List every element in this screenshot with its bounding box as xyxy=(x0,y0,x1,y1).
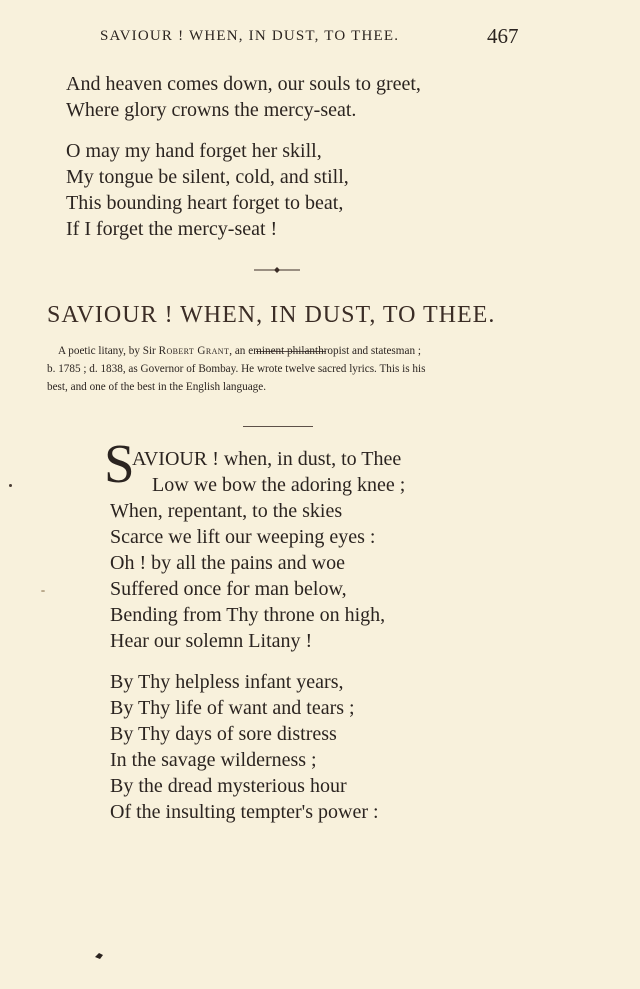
page-number: 467 xyxy=(487,24,519,48)
verse-line: Suffered once for man below, xyxy=(110,578,347,600)
hymn-title: SAVIOUR ! WHEN, IN DUST, TO THEE. xyxy=(47,302,496,328)
author-note xyxy=(47,342,547,396)
ink-blot xyxy=(94,952,104,960)
paper-speck xyxy=(41,590,45,592)
hymn-stanza-1 xyxy=(110,446,405,654)
running-head-title: SAVIOUR ! WHEN, IN DUST, TO THEE. xyxy=(100,28,400,44)
note-bottom-rule xyxy=(243,426,313,427)
verse-line: Low we bow the adoring knee ; xyxy=(152,474,406,496)
verse-line: O may my hand forget her skill, xyxy=(66,140,322,162)
paper-speck xyxy=(9,484,12,487)
verse-line: By Thy helpless infant years, xyxy=(110,671,344,693)
verse-line: Oh ! by all the pains and woe xyxy=(110,552,345,574)
section-divider-ornament xyxy=(254,263,300,277)
verse-line xyxy=(110,446,405,472)
previous-hymn-stanza-a xyxy=(66,71,421,123)
hymn-stanza-2 xyxy=(110,669,379,825)
verse-line: And heaven comes down, our souls to greet, xyxy=(66,73,421,95)
verse-line: By Thy life of want and tears ; xyxy=(110,697,355,719)
verse-line: Bending from Thy throne on high, xyxy=(110,604,386,626)
verse-line: Scarce we lift our weeping eyes : xyxy=(110,526,376,548)
verse-line: Hear our solemn Litany ! xyxy=(110,630,313,652)
verse-line: By Thy days of sore distress xyxy=(110,723,337,745)
verse-line: By the dread mysterious hour xyxy=(110,775,347,797)
author-name: Robert Grant xyxy=(158,345,230,357)
drop-cap: S xyxy=(104,433,135,494)
note-line-3: best, and one of the best in the English language. xyxy=(47,381,267,393)
verse-line: My tongue be silent, cold, and still, xyxy=(66,166,349,188)
first-line-rest: AVIOUR ! when, in dust, to Thee xyxy=(132,448,402,470)
note-line-1: A poetic litany, by Sir Robert Grant, an eminent philanthropist and statesman ; xyxy=(58,345,421,357)
verse-line: When, repentant, to the skies xyxy=(110,500,343,522)
previous-hymn-stanza-b xyxy=(66,138,349,242)
verse-line: Of the insulting tempter's power : xyxy=(110,801,379,823)
note-line-2: b. 1785 ; d. 1838, as Governor of Bombay. He wrote twelve sacred lyrics. This is his xyxy=(47,363,426,375)
verse-line: Where glory crowns the mercy-seat. xyxy=(66,99,357,121)
verse-line: This bounding heart forget to beat, xyxy=(66,192,344,214)
verse-line: If I forget the mercy-seat ! xyxy=(66,218,278,240)
verse-line: In the savage wilderness ; xyxy=(110,749,317,771)
